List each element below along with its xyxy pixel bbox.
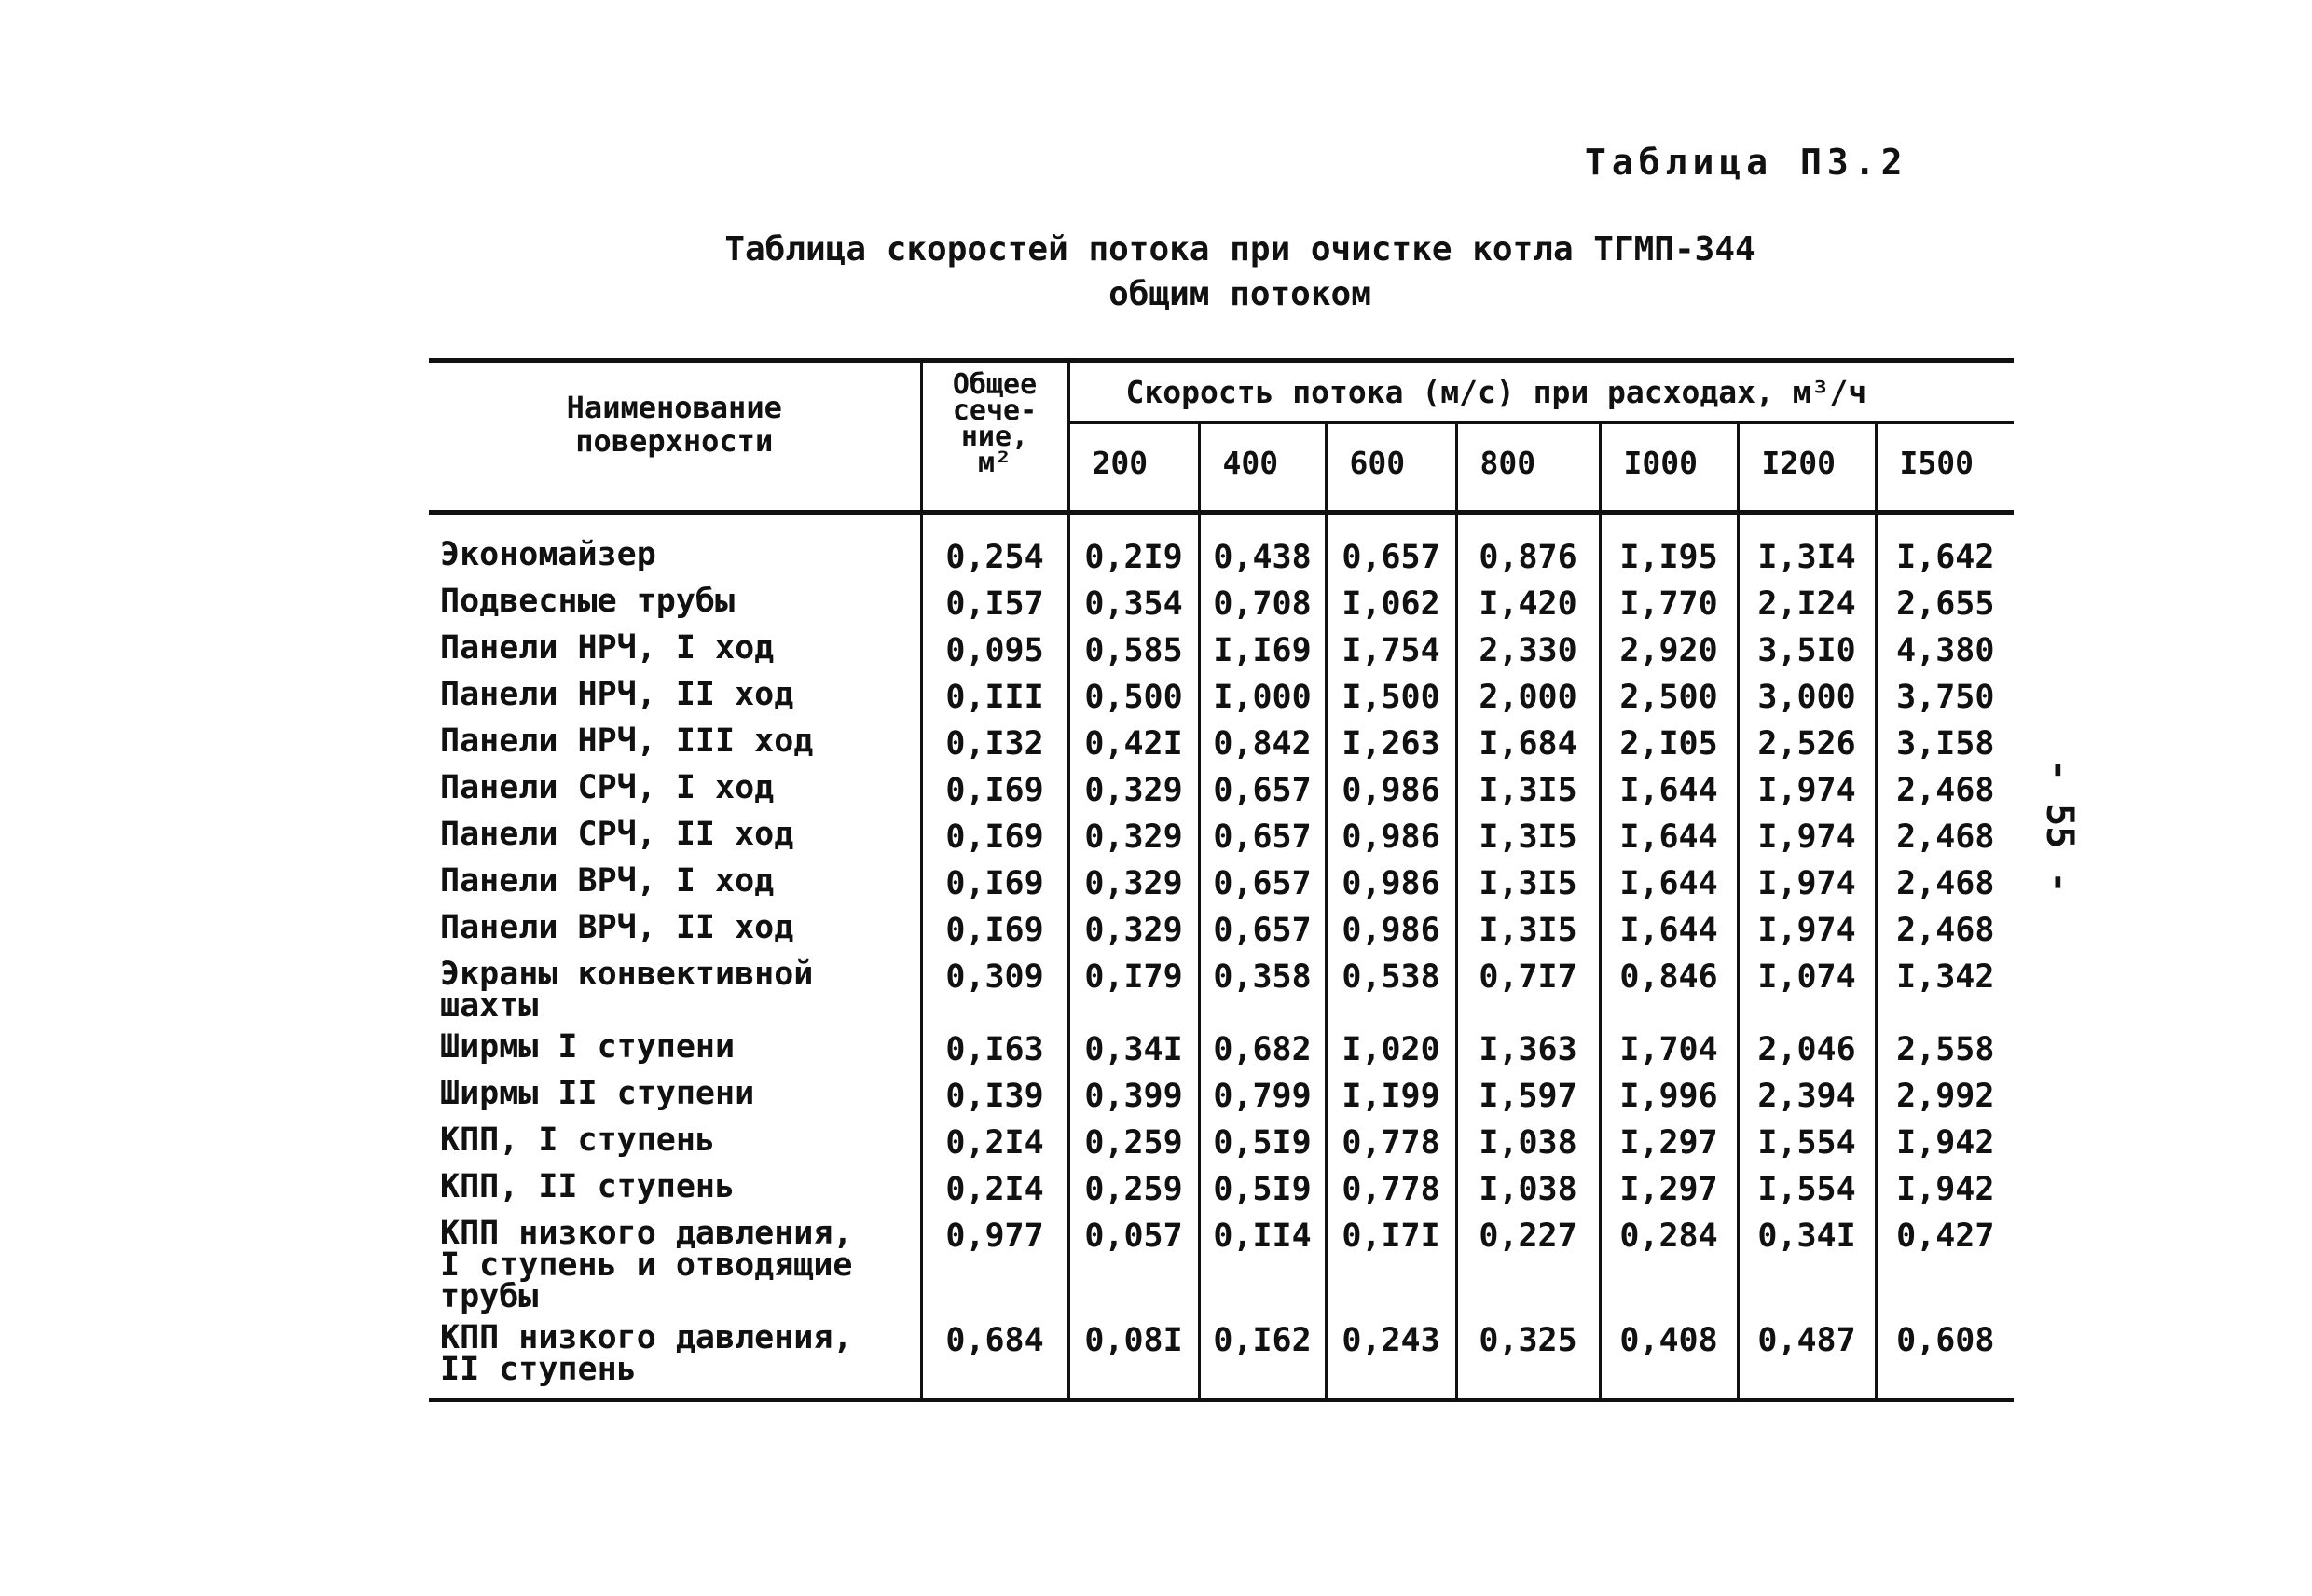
flow-speed-value: I,420 — [1456, 578, 1600, 625]
flow-speed-value: I,062 — [1326, 578, 1456, 625]
table-title — [690, 227, 1790, 317]
title-line-1: Таблица скоростей потока при очистке котла ТГМП-344 — [724, 230, 1755, 268]
surface-name: Экраны конвективной шахты — [440, 956, 814, 1025]
surface-name: Подвесные трубы — [440, 583, 736, 620]
surface-name: КПП, I ступень — [440, 1121, 716, 1159]
flow-speed-value: 0,986 — [1326, 811, 1456, 858]
section-area: 0,I69 — [921, 811, 1068, 858]
table-label: Таблица ПЗ.2 — [1585, 142, 1908, 183]
table-row — [429, 1024, 2014, 1070]
flow-speed-value: I,3I5 — [1456, 858, 1600, 904]
flow-speed-value: 3,I58 — [1876, 718, 2014, 764]
table-row — [429, 513, 2014, 579]
flow-speed-value: 2,000 — [1456, 671, 1600, 718]
flow-speed-value: I,342 — [1876, 951, 2014, 1024]
table-row — [429, 1070, 2014, 1117]
flow-speed-value: 0,778 — [1326, 1163, 1456, 1210]
flow-speed-value: I,038 — [1456, 1117, 1600, 1163]
flow-speed-value: 2,I05 — [1600, 718, 1738, 764]
flow-speed-value: I,996 — [1600, 1070, 1738, 1117]
flow-speed-value: 0,057 — [1068, 1210, 1199, 1314]
flow-speed-value: 0,657 — [1326, 513, 1456, 579]
flow-speed-value: 0,778 — [1326, 1117, 1456, 1163]
flow-speed-value: 2,558 — [1876, 1024, 2014, 1070]
surface-name: Панели НРЧ, II ход — [440, 676, 794, 713]
flow-speed-value: I,554 — [1738, 1163, 1876, 1210]
flow-speed-value: 0,I62 — [1199, 1314, 1326, 1400]
surface-name: Экономайзер — [440, 536, 656, 573]
flow-speed-value: 0,259 — [1068, 1163, 1199, 1210]
flow-speed-value: 2,468 — [1876, 904, 2014, 951]
flow-speed-value: 3,5I0 — [1738, 625, 1876, 671]
flow-speed-value: 0,408 — [1600, 1314, 1738, 1400]
surface-name: КПП низкого давления, II ступень — [429, 1314, 921, 1400]
section-area: 0,2I4 — [921, 1163, 1068, 1210]
flow-speed-value: 0,5I9 — [1199, 1117, 1326, 1163]
flow-speed-value: 0,438 — [1199, 513, 1326, 579]
flow-speed-value: 0,243 — [1326, 1314, 1456, 1400]
header-rate: I000 — [1600, 423, 1738, 513]
flow-speed-value: 0,II4 — [1199, 1210, 1326, 1314]
surface-name: Панели СРЧ, I ход — [440, 769, 775, 806]
flow-speed-value: I,500 — [1326, 671, 1456, 718]
flow-speed-value: 3,000 — [1738, 671, 1876, 718]
table-body — [429, 513, 2014, 1401]
table-row — [429, 578, 2014, 625]
flow-speed-value: 0,708 — [1199, 578, 1326, 625]
flow-speed-value: 0,2I9 — [1068, 513, 1199, 579]
section-area: 0,254 — [921, 513, 1068, 579]
flow-speed-value: 0,657 — [1199, 764, 1326, 811]
section-area: 0,I57 — [921, 578, 1068, 625]
header-rate: 600 — [1326, 423, 1456, 513]
flow-speed-value: 2,330 — [1456, 625, 1600, 671]
flow-speed-value: 2,046 — [1738, 1024, 1876, 1070]
surface-name: Панели ВРЧ, II ход — [440, 909, 794, 946]
flow-speed-value: 0,34I — [1068, 1024, 1199, 1070]
flow-speed-value: I,554 — [1738, 1117, 1876, 1163]
flow-speed-value: 0,08I — [1068, 1314, 1199, 1400]
section-area: 0,2I4 — [921, 1117, 1068, 1163]
flow-speed-value: 0,986 — [1326, 858, 1456, 904]
table-row — [429, 951, 2014, 1024]
flow-speed-value: 4,380 — [1876, 625, 2014, 671]
header-rate: I500 — [1876, 423, 2014, 513]
table-row — [429, 904, 2014, 951]
flow-speed-value: 0,42I — [1068, 718, 1199, 764]
flow-speed-value: I,263 — [1326, 718, 1456, 764]
section-area: 0,I69 — [921, 764, 1068, 811]
flow-speed-value: I,000 — [1199, 671, 1326, 718]
flow-speed-value: 3,750 — [1876, 671, 2014, 718]
flow-speed-value: 2,468 — [1876, 764, 2014, 811]
flow-speed-value: 2,I24 — [1738, 578, 1876, 625]
flow-speed-value: I,3I5 — [1456, 811, 1600, 858]
surface-name: Панели ВРЧ, I ход — [440, 862, 775, 900]
flow-speed-value: 2,394 — [1738, 1070, 1876, 1117]
section-area: 0,977 — [921, 1210, 1068, 1314]
table-row — [429, 858, 2014, 904]
flow-speed-value: I,644 — [1600, 764, 1738, 811]
title-line-2: общим потоком — [1108, 275, 1371, 313]
flow-speed-value: 0,842 — [1199, 718, 1326, 764]
flow-speed-value: 0,585 — [1068, 625, 1199, 671]
surface-name: Панели СРЧ, II ход — [440, 816, 794, 853]
section-area: 0,I69 — [921, 904, 1068, 951]
page-number: - 55 - — [2038, 759, 2081, 894]
flow-speed-value: I,038 — [1456, 1163, 1600, 1210]
flow-speed-value: 0,657 — [1199, 811, 1326, 858]
flow-speed-value: I,704 — [1600, 1024, 1738, 1070]
flow-speed-value: 2,500 — [1600, 671, 1738, 718]
flow-speed-value: 0,329 — [1068, 858, 1199, 904]
table-row — [429, 671, 2014, 718]
flow-speed-value: I,644 — [1600, 811, 1738, 858]
flow-speed-value: I,I69 — [1199, 625, 1326, 671]
flow-speed-value: 2,468 — [1876, 858, 2014, 904]
flow-speed-value: I,297 — [1600, 1163, 1738, 1210]
surface-name: Панели НРЧ, III ход — [440, 722, 814, 760]
table-row — [429, 1163, 2014, 1210]
flow-speed-value: I,754 — [1326, 625, 1456, 671]
flow-speed-value: I,942 — [1876, 1117, 2014, 1163]
flow-speed-value: 0,876 — [1456, 513, 1600, 579]
flow-speed-value: I,974 — [1738, 858, 1876, 904]
flow-speed-value: I,642 — [1876, 513, 2014, 579]
flow-speed-value: 0,399 — [1068, 1070, 1199, 1117]
table-row — [429, 811, 2014, 858]
surface-name: Панели НРЧ, I ход — [440, 629, 775, 667]
header-rate: 200 — [1068, 423, 1199, 513]
flow-speed-value: 0,657 — [1199, 904, 1326, 951]
table-row — [429, 764, 2014, 811]
flow-speed-table — [429, 358, 2014, 1402]
flow-speed-value: 0,227 — [1456, 1210, 1600, 1314]
flow-speed-value: 0,538 — [1326, 951, 1456, 1024]
flow-speed-value: I,974 — [1738, 764, 1876, 811]
flow-speed-value: 2,920 — [1600, 625, 1738, 671]
flow-speed-value: I,3I4 — [1738, 513, 1876, 579]
flow-speed-value: 0,7I7 — [1456, 951, 1600, 1024]
header-rate: I200 — [1738, 423, 1876, 513]
surface-name: Ширмы I ступени — [440, 1028, 736, 1066]
flow-speed-value: I,020 — [1326, 1024, 1456, 1070]
section-area: 0,095 — [921, 625, 1068, 671]
header-surface-name: Наименование поверхности — [429, 361, 921, 513]
section-area: 0,III — [921, 671, 1068, 718]
surface-name: Ширмы II ступени — [440, 1075, 755, 1112]
flow-speed-value: 0,608 — [1876, 1314, 2014, 1400]
flow-speed-value: 0,846 — [1600, 951, 1738, 1024]
table-row — [429, 1210, 2014, 1314]
flow-speed-value: I,363 — [1456, 1024, 1600, 1070]
flow-speed-value: 0,284 — [1600, 1210, 1738, 1314]
flow-speed-value: I,974 — [1738, 811, 1876, 858]
flow-speed-value: 2,468 — [1876, 811, 2014, 858]
section-area: 0,I32 — [921, 718, 1068, 764]
flow-speed-value: 0,799 — [1199, 1070, 1326, 1117]
flow-speed-value: 0,329 — [1068, 764, 1199, 811]
flow-speed-value: I,I95 — [1600, 513, 1738, 579]
flow-speed-value: 0,5I9 — [1199, 1163, 1326, 1210]
surface-name: КПП низкого давления, I ступень и отводящие трубы — [440, 1215, 853, 1315]
flow-speed-value: I,974 — [1738, 904, 1876, 951]
flow-speed-value: 0,I7I — [1326, 1210, 1456, 1314]
surface-name: КПП, II ступень — [440, 1168, 736, 1205]
flow-speed-value: 0,657 — [1199, 858, 1326, 904]
flow-speed-value: 0,329 — [1068, 904, 1199, 951]
flow-speed-value: 2,992 — [1876, 1070, 2014, 1117]
flow-speed-value: I,644 — [1600, 858, 1738, 904]
table-row — [429, 1117, 2014, 1163]
flow-speed-value: I,644 — [1600, 904, 1738, 951]
flow-speed-value: 0,500 — [1068, 671, 1199, 718]
flow-speed-value: I,074 — [1738, 951, 1876, 1024]
flow-speed-value: I,597 — [1456, 1070, 1600, 1117]
flow-speed-value: 0,34I — [1738, 1210, 1876, 1314]
flow-speed-value: 0,682 — [1199, 1024, 1326, 1070]
flow-speed-value: 0,325 — [1456, 1314, 1600, 1400]
table-row — [429, 718, 2014, 764]
flow-speed-value: 0,I79 — [1068, 951, 1199, 1024]
flow-speed-value: 0,487 — [1738, 1314, 1876, 1400]
section-area: 0,I39 — [921, 1070, 1068, 1117]
flow-speed-value: 0,354 — [1068, 578, 1199, 625]
flow-speed-value: 0,358 — [1199, 951, 1326, 1024]
section-area: 0,I63 — [921, 1024, 1068, 1070]
flow-speed-value: 0,329 — [1068, 811, 1199, 858]
table-header — [429, 361, 2014, 513]
flow-speed-value: 2,655 — [1876, 578, 2014, 625]
header-rate: 800 — [1456, 423, 1600, 513]
flow-speed-value: I,3I5 — [1456, 764, 1600, 811]
table-row — [429, 625, 2014, 671]
flow-speed-value: I,I99 — [1326, 1070, 1456, 1117]
flow-speed-value: I,3I5 — [1456, 904, 1600, 951]
flow-speed-value: 0,259 — [1068, 1117, 1199, 1163]
flow-speed-value: I,684 — [1456, 718, 1600, 764]
flow-speed-value: 0,986 — [1326, 764, 1456, 811]
header-rate: 400 — [1199, 423, 1326, 513]
flow-speed-value: 2,526 — [1738, 718, 1876, 764]
flow-speed-value: 0,427 — [1876, 1210, 2014, 1314]
header-section-area: Общее сече- ние, м² — [921, 361, 1068, 513]
section-area: 0,684 — [921, 1314, 1068, 1400]
flow-speed-value: I,942 — [1876, 1163, 2014, 1210]
header-flow-speed: Скорость потока (м/с) при расходах, м³/ч — [1068, 361, 2014, 423]
flow-speed-value: I,770 — [1600, 578, 1738, 625]
table-row — [429, 1314, 2014, 1400]
section-area: 0,309 — [921, 951, 1068, 1024]
flow-speed-value: I,297 — [1600, 1117, 1738, 1163]
section-area: 0,I69 — [921, 858, 1068, 904]
flow-speed-value: 0,986 — [1326, 904, 1456, 951]
